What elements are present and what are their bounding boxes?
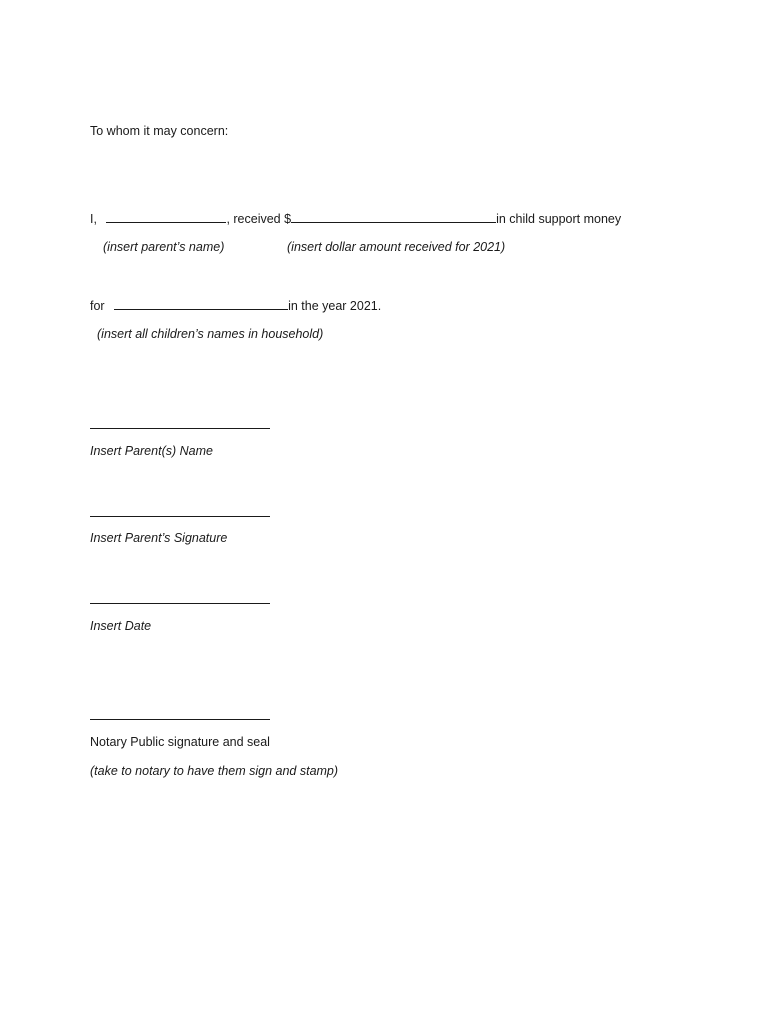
notary-signature-line[interactable] bbox=[90, 719, 270, 720]
children-names-hint: (insert all children’s names in household) bbox=[97, 327, 324, 341]
dollar-amount-field[interactable] bbox=[291, 210, 496, 223]
parent-signature-line[interactable] bbox=[90, 516, 270, 517]
line1-middle: , received $ bbox=[226, 212, 292, 226]
parent-name-label: Insert Parent(s) Name bbox=[90, 444, 213, 458]
greeting: To whom it may concern: bbox=[90, 124, 229, 138]
date-line[interactable] bbox=[90, 603, 270, 604]
statement-line-1 bbox=[90, 210, 621, 227]
line1-suffix: in child support money bbox=[496, 212, 622, 226]
line2-suffix: in the year 2021. bbox=[288, 299, 382, 313]
parent-signature-label: Insert Parent’s Signature bbox=[90, 531, 228, 545]
children-names-field[interactable] bbox=[114, 297, 288, 310]
date-label: Insert Date bbox=[90, 619, 152, 633]
parent-name-hint: (insert parent’s name) bbox=[103, 240, 225, 254]
dollar-amount-hint: (insert dollar amount received for 2021) bbox=[287, 240, 506, 254]
parent-name-signature-line[interactable] bbox=[90, 428, 270, 429]
line1-prefix: I, bbox=[90, 212, 97, 226]
line2-prefix: for bbox=[90, 299, 105, 313]
statement-line-2 bbox=[90, 297, 381, 314]
notary-label: Notary Public signature and seal bbox=[90, 735, 270, 749]
notary-note: (take to notary to have them sign and stamp) bbox=[90, 764, 339, 778]
parent-name-field[interactable] bbox=[106, 210, 226, 223]
